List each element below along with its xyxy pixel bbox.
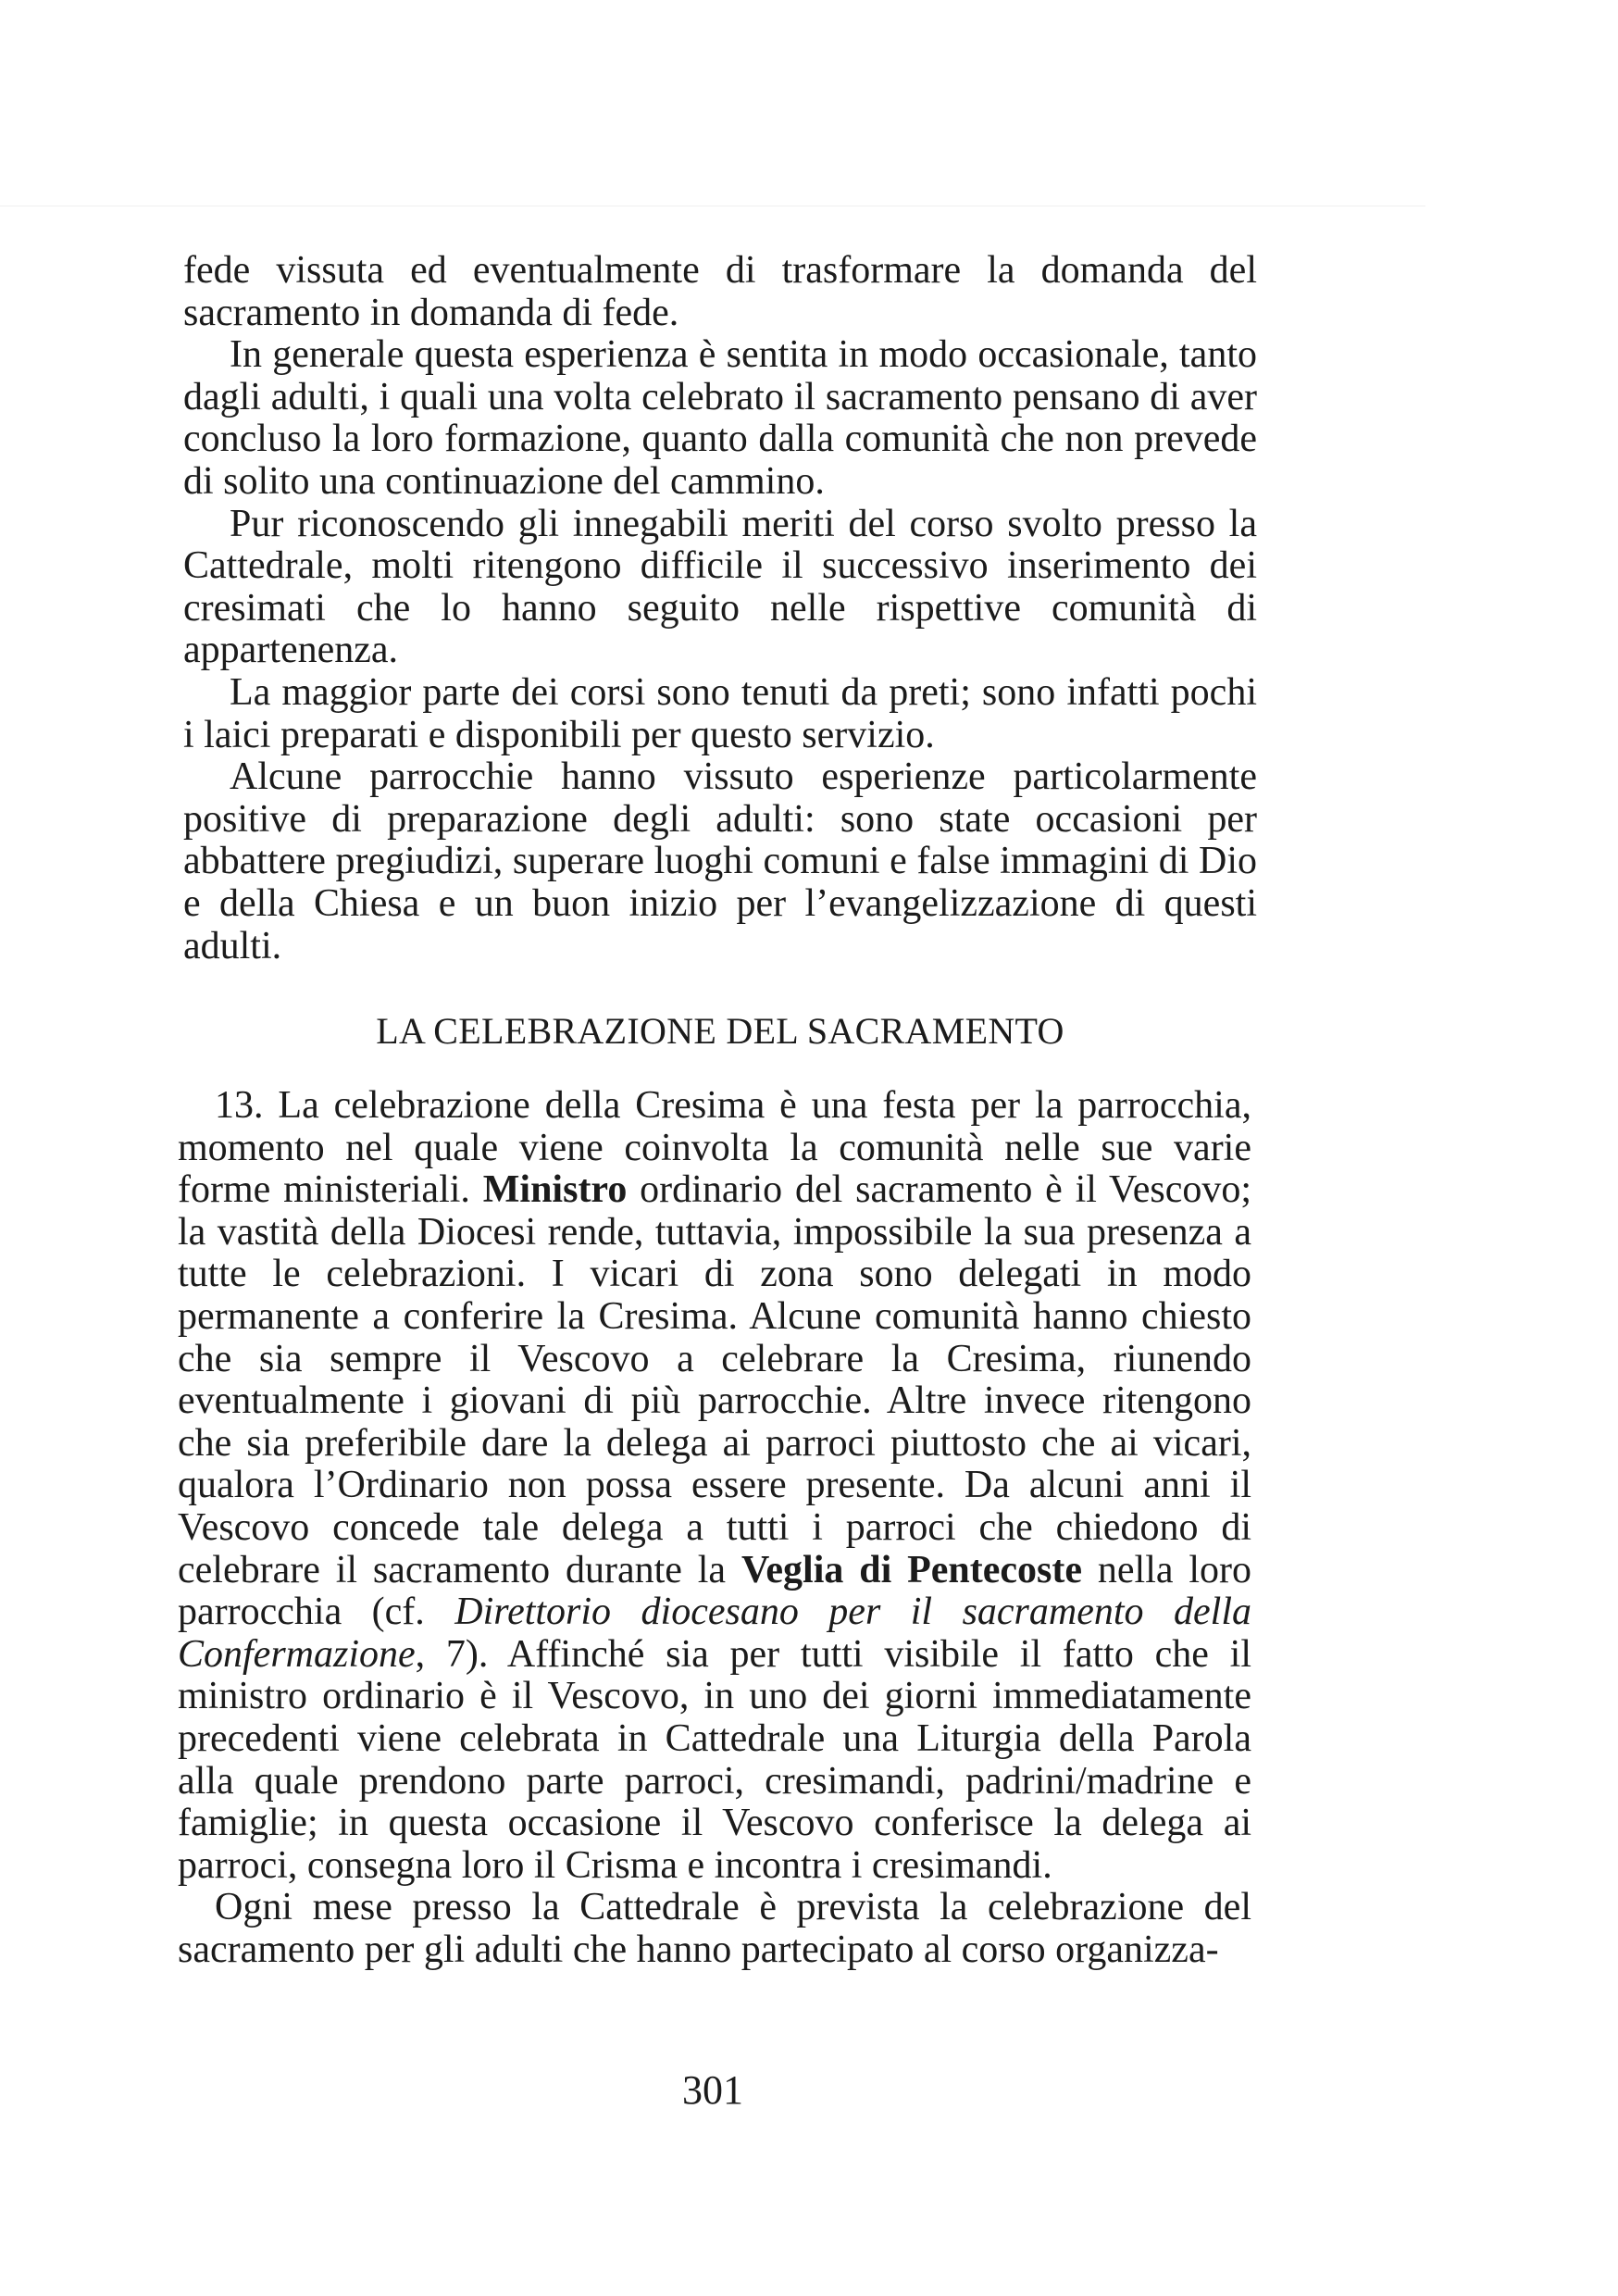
term-ministro: Ministro bbox=[482, 1168, 628, 1212]
paragraph-occasional-experience: In generale questa esperienza è sentita in modo occasionale, tanto dagli adulti, i quali una volta celebrato il sacramento pensano di aver concluso la loro formazione, quanto dalla comunità che non prevede di solito una continuazione del cammino. bbox=[183, 333, 1257, 503]
paragraph-monthly-celebration: Ogni mese presso la Cattedrale è prevista la celebrazione del sacramento per gli adulti che hanno partecipato al corso organizza- bbox=[178, 1886, 1251, 1971]
paragraph-continuation: fede vissuta ed eventualmente di trasformare la domanda del sacramento in domanda di fede. bbox=[183, 249, 1257, 334]
paragraph-section-13 bbox=[178, 1085, 1251, 1887]
term-veglia-di-pentecoste: Veglia di Pentecoste bbox=[741, 1548, 1083, 1591]
paragraph-courses-by-priests: La maggior parte dei corsi sono tenuti da preti; sono infatti pochi i laici preparati e disponibili per questo servizio. bbox=[183, 670, 1257, 756]
section-13-text-part3: nella loro parrocchia (cf. bbox=[178, 1548, 1252, 1634]
section-13-text-part1: 13. La celebrazione della Cresima è una festa per la parrocchia, momento nel quale viene coinvolta la comunità nelle sue varie forme ministeriali. bbox=[178, 1084, 1251, 1212]
section-13-text-part4: , 7). Affinché sia per tutti visibile il fatto che il ministro ordinario è il Vescovo, in uno dei giorni immediatamente precedenti viene celebrata in Cattedrale una Liturgia della Parola alla quale prendono parte parroci, cresimandi, padrini/madrine e famiglie; in questa occasione il Vescovo conferisce la delega ai parroci, consegna loro il Crisma e incontra i cresimandi. bbox=[178, 1632, 1251, 1887]
page-number: 301 bbox=[682, 2067, 743, 2113]
section-13-text-part2: ordinario del sacramento è il Vescovo; la vastità della Diocesi rende, tuttavia, impossibile la sua presenza a tutte le celebrazioni. I vicari di zona sono delegati in modo permanente a conferire la Cresima. Alcune comunità hanno chiesto che sia sempre il Vescovo a celebrare la Cresima, riunendo eventualmente i giovani di più parrocchie. Altre invece ritengono che sia preferibile dare la delega ai parroci piuttosto che ai vicari, qualora l’Ordinario non possa essere presente. Da alcuni anni il Vescovo concede tale delega a tutti i parroci che chiedono di celebrare il sacramento durante la bbox=[178, 1168, 1252, 1591]
body-text-section bbox=[178, 1085, 1251, 1971]
paragraph-cathedral-course: Pur riconoscendo gli innegabili meriti del corso svolto presso la Cattedrale, molti ritengono difficile il successivo inserimento dei cresimati che lo hanno seguito nelle rispettive comunità di appartenenza. bbox=[183, 502, 1257, 672]
citation-direttorio: Direttorio diocesano per il sacramento della Confermazione bbox=[178, 1591, 1251, 1676]
section-heading: LA CELEBRAZIONE DEL SACRAMENTO bbox=[376, 1010, 1064, 1052]
paragraph-positive-experiences: Alcune parrocchie hanno vissuto esperienze particolarmente positive di preparazione degli adulti: sono state occasioni per abbattere pregiudizi, superare luoghi comuni e false immagini di Dio e della Chiesa e un buon inizio per l’evangelizzazione di questi adulti. bbox=[183, 755, 1257, 967]
body-text-top bbox=[183, 250, 1257, 967]
